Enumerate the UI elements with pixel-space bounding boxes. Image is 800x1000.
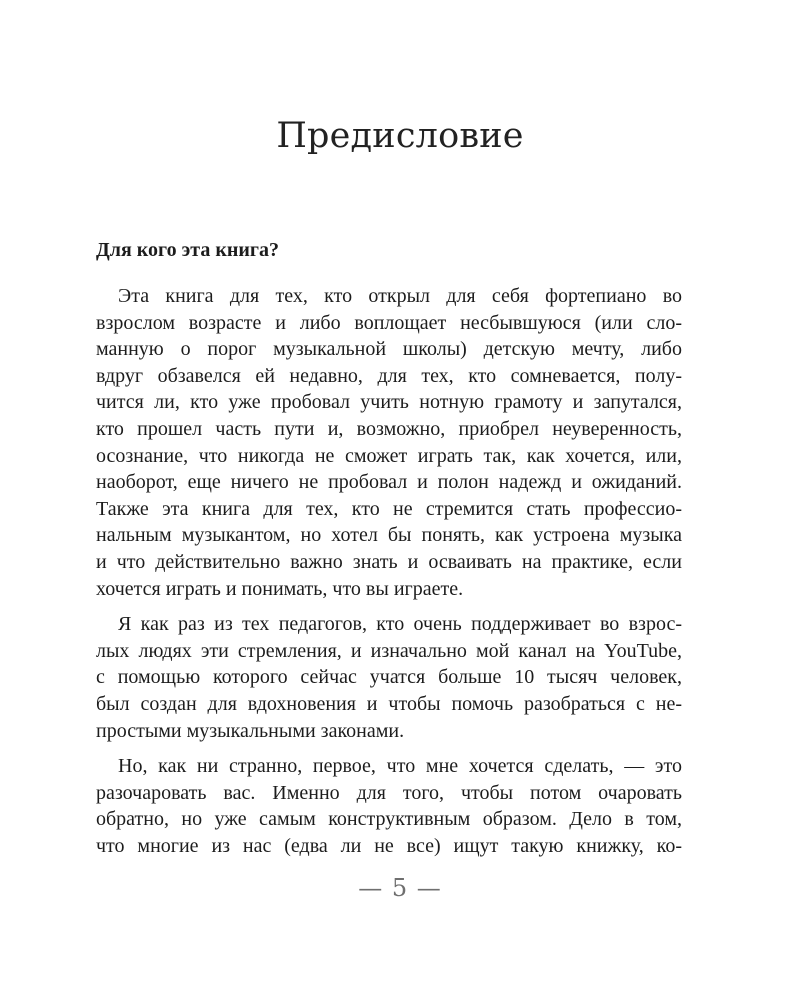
- paragraph-3: [96, 753, 682, 859]
- text-line: кто прошел часть пути и, возможно, приобрел неуверенность,: [96, 417, 682, 440]
- paragraph-2: [96, 611, 682, 744]
- section-subheading: Для кого эта книга?: [96, 239, 280, 261]
- text-line: обратно, но уже самым конструктивным образом. Дело в том,: [96, 808, 682, 831]
- text-line: Но, как ни странно, первое, что мне хочется сделать, — это: [118, 755, 682, 778]
- text-line: хочется играть и понимать, что вы играете.: [96, 577, 464, 600]
- text-line: манную о порог музыкальной школы) детскую мечту, либо: [96, 338, 682, 361]
- body-text: [96, 283, 682, 868]
- text-line: Эта книга для тех, кто открыл для себя фортепиано во: [118, 285, 682, 307]
- text-line: что многие из нас (едва ли не все) ищут такую книжку, ко-: [96, 834, 682, 857]
- page-number: — 5 —: [358, 874, 442, 902]
- text-line: Также эта книга для тех, кто не стремится стать профессио-: [96, 497, 682, 520]
- text-line: чится ли, кто уже пробовал учить нотную грамоту и запутался,: [96, 391, 682, 414]
- text-line: вдруг обзавелся ей недавно, для тех, кто сомневается, полу-: [96, 364, 682, 387]
- text-line: разочаровать вас. Именно для того, чтобы потом очаровать: [96, 781, 682, 804]
- text-line: осознание, что никогда не сможет играть так, как хочется, или,: [96, 444, 682, 467]
- text-line: с помощью которого сейчас учатся больше 10 тысяч человек,: [96, 666, 682, 689]
- text-line: Я как раз из тех педагогов, кто очень поддерживает во взрос-: [118, 613, 682, 636]
- text-line: взрослом возрасте и либо воплощает несбывшуюся (или сло-: [96, 311, 682, 334]
- text-line: нальным музыкантом, но хотел бы понять, как устроена музыка: [96, 524, 682, 547]
- text-line: лых людях эти стремления, и изначально мой канал на YouTube,: [96, 639, 682, 662]
- text-line: был создан для вдохновения и чтобы помочь разобраться с не-: [96, 692, 682, 715]
- text-line: и что действительно важно знать и осваивать на практике, если: [96, 550, 682, 573]
- page-title: Предисловие: [276, 116, 524, 156]
- paragraph-1: [96, 283, 682, 602]
- text-line: простыми музыкальными законами.: [96, 719, 405, 742]
- text-line: наоборот, еще ничего не пробовал и полон надежд и ожиданий.: [96, 471, 682, 494]
